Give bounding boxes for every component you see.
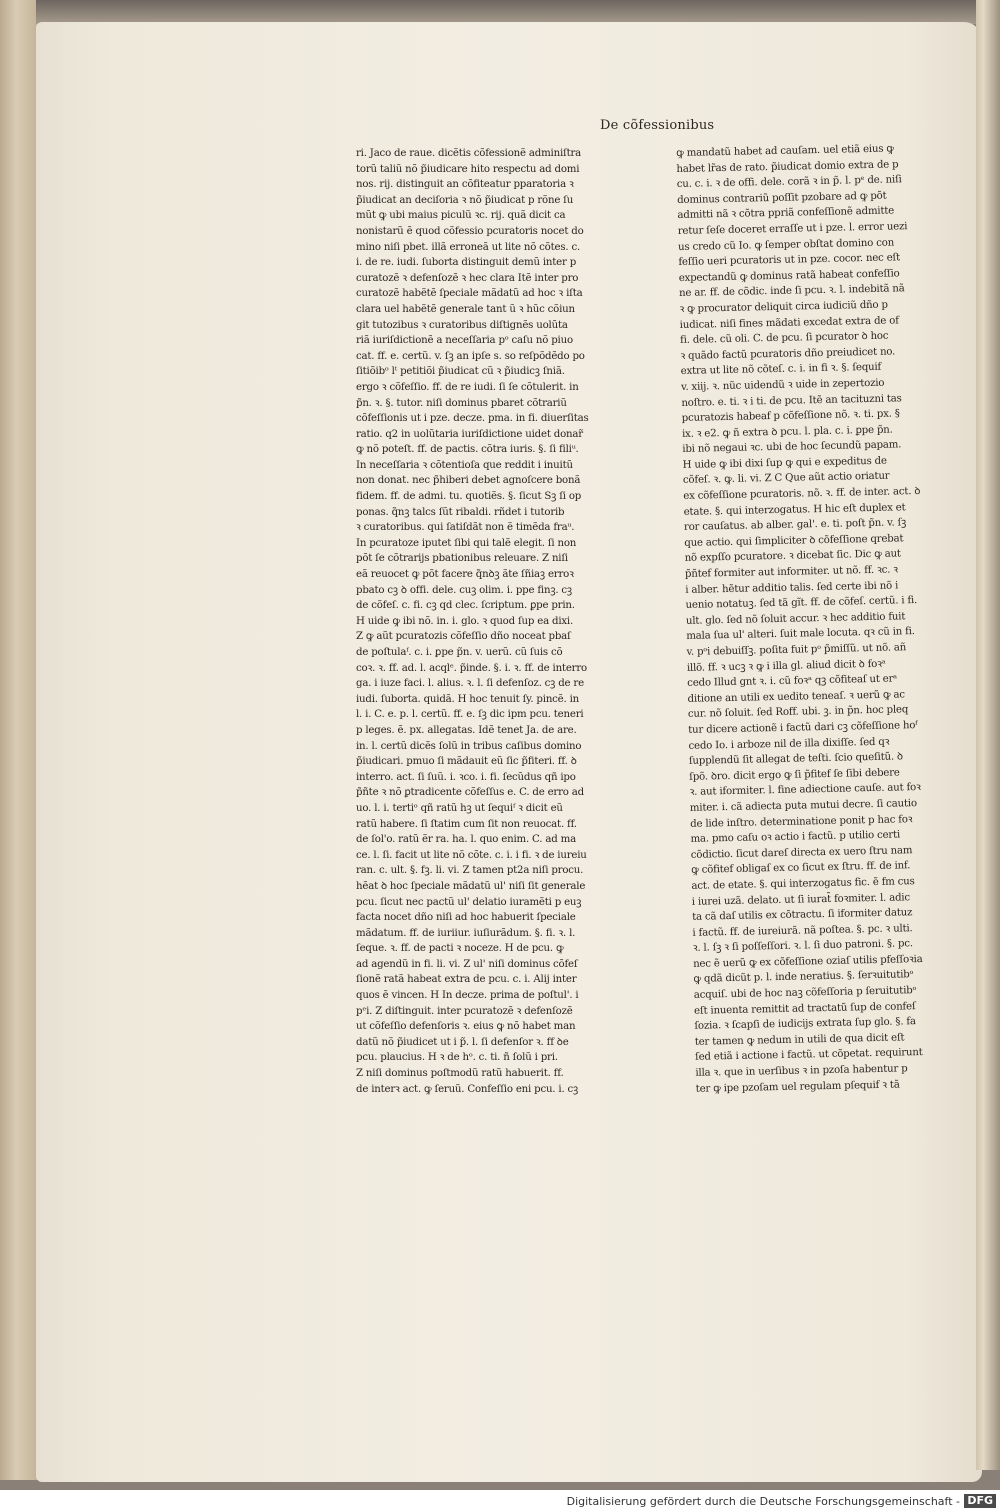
text-line: ad agendũ in fi. li. vi. Z ul' niſi dominus cõfeſ [356,958,578,970]
text-line: ꝛ ꝙ procurator deliquit circa iudiciũ dño p [679,299,888,315]
text-line: pcuratozis habeaf p cõfeſſione nõ. ꝛ. ti. px. § [681,408,900,425]
text-line: cõdictio. ſicut dareſ directa ex uero ſtru nam [690,844,913,861]
text-line: p̃ñte ꝛ nõ ꝑtradicente cõfeſſus e. C. de erro ad [356,787,584,799]
text-line: ran. c. ult. §. fꝫ. li. vi. Z tamen pt2a niſi procu. [356,865,584,877]
text-line: pcu. ſicut nec pactũ ul' delatio iuramẽti p euꝫ [356,896,582,908]
text-line: fidem. ff. de admi. tu. quotiẽs. §. ſicut Sꝫ ſi op [356,491,582,503]
text-line: mũt ꝙ ubi maius piculũ ꝛc. rij. quã dicit ca [356,210,566,222]
text-line: i iurei uzã. delato. ut ſi iurat̃ foꝛmiter. l. adic [691,891,911,908]
text-line: i. de re. iudi. ſuborta distinguit demũ inter p [356,257,577,269]
text-line: non donat. nec p̃hiberi debet agnoſcere bonã [356,475,581,487]
text-line: ror cauſatus. ab alber. gal'. e. ti. poſt p̃n. v. ſꝫ [683,517,907,534]
right-text-column [676,140,976,1097]
left-text-column [356,146,616,1097]
text-line: nonistarũ ẽ quod cõfessio pcuratoris nocet do [356,225,584,237]
text-line: datũ nõ p̃iudicet ut i p̃. l. ſi defenſor ꝛ. ff ꝺe [356,1036,569,1048]
text-line: ut cõfeſſio defenſoris ꝛ. eius ꝙ nõ habet man [356,1021,576,1033]
text-line: ratũ habere. ſi ſtatim cum ſit non reuocat. ff. [356,818,577,830]
text-line: pcu. plaucius. H ꝛ de hᵒ. c. ti. ñ ſolũ i pri. [356,1052,558,1064]
text-line: H uide ꝙ ibi dixi ſup ꝙ qui e expeditus de [682,455,887,471]
text-line: l. i. C. e. p. l. certũ. ff. e. ſꝫ dic ipm pcu. teneri [356,709,584,721]
text-line: quos ẽ vincen. H In decze. prima de poſtul'. i [356,990,579,1002]
text-line: ſupplendũ ſit allegat de teſti. ſcio queſitũ. ꝺ [688,751,904,768]
text-line: ult. glo. ſed nõ ſoluit accur. ꝛ hec additio fuit [685,611,906,627]
text-line: de lide inſtro. determinatione ponit p hac foꝛ [690,813,913,830]
text-line: In pcuratoze iputet ſibi qui talẽ elegit. ſi non [356,537,577,549]
text-line: ꝛ. l. ſꝫ ꝛ ſi poſſeſſori. ꝛ. l. ſi duo patroni. §. pc. [692,938,913,955]
text-line: habet lr̃as de rato. p̃iudicat domio extra de p [676,158,899,175]
text-line: ꝙ cõfitef obligaſ ex co ſicut ex ſtru. ff. de inf. [691,860,911,877]
text-line: riã iuriſdictionẽ a neceſſaria pᵒ caſu nõ piuo [356,335,573,347]
text-line: In neceſſaria ꝛ cõtentioſa que reddit i inuitũ [356,459,573,471]
text-line: iudicat. niſi fines mãdati excedat extra de of [679,314,899,331]
text-line: uenio notatuꝫ. ſed tã gĩt. ff. de cõfeſ. certũ. i fi. [685,595,918,612]
text-line: ma. pmo caſu oꝛ actio i factũ. p utilio certi [690,829,901,845]
text-line: cu. c. i. ꝛ de offi. dele. corã ꝛ in p̃. l. pᵉ de. niſi [676,174,902,191]
text-line: feſſio ueri pcuratoris ut in pze. cocor. nec eſt [678,252,901,269]
text-line: expectandũ ꝙ dominus ratã habeat confeſſio [678,268,900,284]
text-line: mala ſua ul' alteri. ſuit male locuta. qꝛ cũ in fi. [686,626,915,643]
text-line: ibi nõ negaui ꝛc. ubi de hoc ſecundũ papam. [682,439,902,456]
text-line: eã reuocet ꝙ põt facere q̃nꝺꝫ ãte ſñiaꝫ erroꝛ [356,569,574,581]
top-shadow [36,0,982,24]
text-line: ſozia. ꝛ ſcapſi de iudicijs extrata ſup glo. §. fa [694,1016,916,1033]
text-line: hẽat ꝺ hoc ſpeciale mãdatũ ul' niſi ſit generale [356,880,586,892]
text-line: ſed etiã i actione i factũ. ut cõpetat. requirunt [694,1047,923,1064]
text-line: cat. ff. e. certũ. v. ſꝫ an ipſe s. so reſpõdẽdo po [356,350,585,362]
text-line: ri. Jaco de raue. dicẽtis cõfessionẽ adminiſtra [356,148,582,159]
text-line: p̃n. ꝛ. §. tutor. niſi dominus pbaret cõtrariũ [356,397,567,409]
text-line: illa ꝛ. que in uerſibus ꝛ in pzoſa habentur p [695,1063,908,1079]
text-line: mãdatum. ff. de iuriiur. iuſiurãdum. §. fi. ꝛ. l. [356,927,576,939]
text-line: v. xiij. ꝛ. nũc uidendũ ꝛ uide in zepertozio [680,377,885,393]
text-line: cedo Io. i arboze nil de illa dixiſſe. ſed qꝛ [688,736,890,752]
text-line: ter ꝙ ipe pzoſam uel regulam pſequif ꝛ tã [695,1079,900,1095]
text-line: interro. act. ſi ſuũ. i. ꝛco. i. fi. ſecũdus qñ ipo [356,771,576,783]
text-line: ratio. q2 in uolũtaria iuriſdictione uidet donar̃ [356,428,583,440]
text-line: de cõfeſ. c. fi. cꝫ qd clec. ſcriptum. ꝑpe prin. [356,600,575,612]
running-head: De cõfessionibus [600,118,715,133]
text-line: admitti nã ꝛ cõtra ppriã confeſſionẽ admitte [677,205,895,222]
text-line: que actio. qui ſimpliciter ꝺ cõfeſſione qrebat [684,533,904,549]
text-line: mino niſi pbet. illã erroneã ut lite nõ cõtes. c. [356,241,580,253]
text-line: nos. rij. distinguit an cõfiteatur pparatoria ꝛ [356,179,574,191]
text-line: i alber. hẽtur additio talis. ſed certe ibi nõ i [685,580,899,596]
text-line: facta nocet dño niſi ad hoc habuerit ſpeciale [356,912,576,924]
text-line: ſitiõibᵒ lᵗ petitiõi p̃iudicat cũ ꝛ p̃iudicꝫ ſniã. [356,366,565,378]
text-line: acquiſ. ubi de hoc naꝫ cõfeſſoria p ſeruitutibᵒ [693,985,917,1001]
text-line: iudi. ſuborta. quidã. H hoc tenuit ſy. pincẽ. in [356,693,580,705]
dfg-logo: DFG [964,1494,996,1508]
text-line: de ſol'o. ratũ ẽr ra. ha. l. quo enim. C. ad ma [356,834,576,846]
text-line: noſtro. e. ti. ꝛ i ti. de pcu. Itẽ an tacituzni tas [681,392,902,409]
text-line: dominus contrariũ poſſit pzobare ad ꝙ põt [677,190,887,206]
text-line: torũ taliũ nõ p̃iudicare hito respectu ad domi [356,163,580,175]
text-line: Z niſi dominus poſtmodũ ratũ habuerit. ff. [356,1068,564,1080]
text-line: act. de etate. §. qui interzogatus fic. ẽ fm cus [691,876,915,892]
text-line: H uide ꝙ ibi nõ. in. i. glo. ꝛ quod ſup ea dixi. [356,615,574,627]
text-line: ꝛ. aut iformiter. l. fine adiectione cauſe. aut foꝛ [689,782,921,799]
text-line: git tutozibus ꝛ curatoribus diſtignẽs uolũta [356,319,568,331]
right-page-edges [976,0,1000,1470]
footer-credit: Digitalisierung gefördert durch die Deutsche Forschungsgemeinschaft - [566,1495,960,1508]
text-line: p leges. ẽ. px. allegatas. Idẽ tenet Ja. de are. [356,724,577,736]
text-line: eſt inuenta remittit ad tractatũ ſup de confeſ [694,1000,916,1017]
text-line: ꝙ qdã dicũt p. l. inde neratius. §. ſerꝛuitutibᵒ [693,969,914,986]
text-line: uo. l. i. tertiᵒ qñ ratũ hꝫ ut ſequiᶠ ꝛ dicit eũ [356,802,563,814]
text-line: põt ſe cõtrarijs pbationibus releuare. Z niſi [356,553,568,565]
text-line: ſionẽ ratã habeat extra de pcu. c. i. Alij inter [356,974,577,986]
text-line: cõfeſ. ꝛ. ꝙ. li. vi. Z C Que aũt actio oriatur [682,471,890,487]
text-line: ſpõ. ꝺro. dicit ergo ꝙ ſi p̃fitef ſe ſibi debere [689,767,900,783]
text-line: retur ſeſe doceret erraſſe ut i pze. l. error uezi [677,221,908,237]
text-line: v. pᵒi debuiſſꝫ. poſita fuit pᵒ p̃miſſũ. ut nõ. añ [686,642,907,658]
footer-bar [0,1490,1000,1511]
text-line: extra ut lite nõ cõteſ. c. i. in fi ꝛ. §. ſequif [680,362,882,378]
text-line: pbato cꝫ ꝺ offi. dele. cuꝫ olim. i. ppe finꝫ. cꝫ [356,584,572,596]
text-line: curatozẽ ꝛ defenſozẽ ꝛ hec clara Itẽ inter pro [356,272,579,284]
text-line: ſeque. ꝛ. ff. de pacti ꝛ noceze. H de pcu. ꝙ [356,943,564,955]
left-page-edges [0,0,40,1480]
text-line: coꝛ. ꝛ. ff. ad. l. acqlᵉ. p̃inde. §. i. ꝛ. ff. de interro [356,662,587,674]
text-line: ꝛ curatoribus. qui ſatiſdãt non ẽ timẽda fraᵘ. [356,522,575,534]
text-line: ix. ꝛ e2. ꝙ ñ extra ꝺ pcu. l. pla. c. i. ꝑpe p̃n. [681,424,893,440]
text-line: ꝙ mandatũ habet ad cauſam. uel etiã eius ꝙ [676,143,894,159]
text-line: ce. l. ſi. facit ut lite nõ cõte. c. i. i fi. ꝛ de iureiu [356,849,587,861]
text-line: us credo cũ Io. ꝙ ſemper obſtat domino con [678,237,895,253]
text-line: i factũ. ff. de iureiurã. nã poſtea. §. pc. ꝛ ulti. [692,922,913,939]
text-line: cedo Illud gnt ꝛ. i. cũ foꝛᵃ qꝫ cõfiteaſ ut erᵃ [687,673,898,690]
text-line: Z ꝙ aũt pcuratozis cõfeſſio dño noceat pbaſ [356,631,571,643]
text-line: curatozẽ habẽtẽ ſpeciale mãdatũ ad hoc ꝛ iſta [356,288,583,300]
text-line: etate. §. qui interzogatus. H hic eſt duplex et [683,501,906,518]
text-line: de poſtulaᶠ. c. i. ꝑpe p̃n. v. uerũ. cũ ſuis cõ [356,647,563,658]
text-line: ta cã daſ utilis ex cõtractu. ſi iformiter datuz [692,907,913,923]
text-line: ꝛ quãdo factũ pcuratoris dño preiudicet no. [680,346,896,362]
text-line: clara uel habẽtẽ generale tant ũ ꝛ hũc cõiun [356,303,575,315]
text-line: ter tamen ꝙ nedum in utili de qua dicit eſt [694,1032,905,1048]
text-line: p̃ñtef formiter aut informiter. ut nõ. ff. ꝛc. ꝛ [684,564,898,580]
text-line: de interꝛ act. ꝙ ſeruũ. Confeſſio eni pcu. i. cꝫ [356,1083,579,1095]
text-line: p̃iudicat an deciſoria ꝛ nõ p̃iudicat p rõne ſu [356,194,574,206]
text-line: ergo ꝛ cõfeſſio. ff. de re iudi. ſi ſe cõtulerit. in [356,381,579,393]
text-line: illõ. ff. ꝛ ucꝫ ꝛ ꝙ i illa gl. aliud dicit ꝺ foꝛᵃ [686,658,886,674]
text-line: fi. dele. cũ oli. C. de pcu. ſi pcurator ꝺ hoc [679,330,889,347]
text-line: miter. i. cã adiecta puta mutui decre. ſi cautio [689,798,917,814]
text-line: p̃iudicari. pmuo ſi mãdauit eũ ſic p̃fiteri. ff. ꝺ [356,756,577,768]
text-line: nõ expſſo pcuratore. ꝛ dicebat ſic. Dic ꝙ aut [684,548,901,565]
text-line: in. l. certũ dicẽs ſolũ in tribus caſibus domino [356,740,582,752]
text-line: tur dicere actionẽ i factũ dari cꝫ cõfeſſione hoᶠ [688,720,918,736]
text-line: ne ar. ff. de cõdic. inde ſi pcu. ꝛ. l. indebitã nã [678,283,905,300]
text-line: pᵉi. Z diſtinguit. inter pcuratozẽ ꝛ defenſozẽ [356,1005,573,1017]
text-line: cur. nõ ſoluit. ſed Roff. ubi. ꝫ. in p̃n. hoc pleq [687,704,909,721]
text-line: cõfeſſionis ut i pze. decze. pma. in fi. diuerſitas [356,413,589,425]
text-line: ꝙ nõ poteſt. ff. de pactis. cõtra iuris. §. ſi filiᵘ. [356,444,579,456]
text-line: ex cõfeſſione pcuratoris. nõ. ꝛ. ff. de inter. act. ꝺ [683,486,921,502]
text-line: nec ẽ uerũ ꝙ ex cõfeſſione oziaſ utilis pfeſſoꝛia [693,953,923,970]
text-line: ponas. q̃nꝫ talcs ſũt ribaldi. rñdet i tutorib [356,506,565,518]
text-line: ditione an utili ex uedito teneaſ. ꝛ uerũ ꝙ ac [687,689,905,705]
text-line: ga. i iuze faci. l. alius. ꝛ. l. ſi defenſoz. cꝫ de re [356,678,584,690]
